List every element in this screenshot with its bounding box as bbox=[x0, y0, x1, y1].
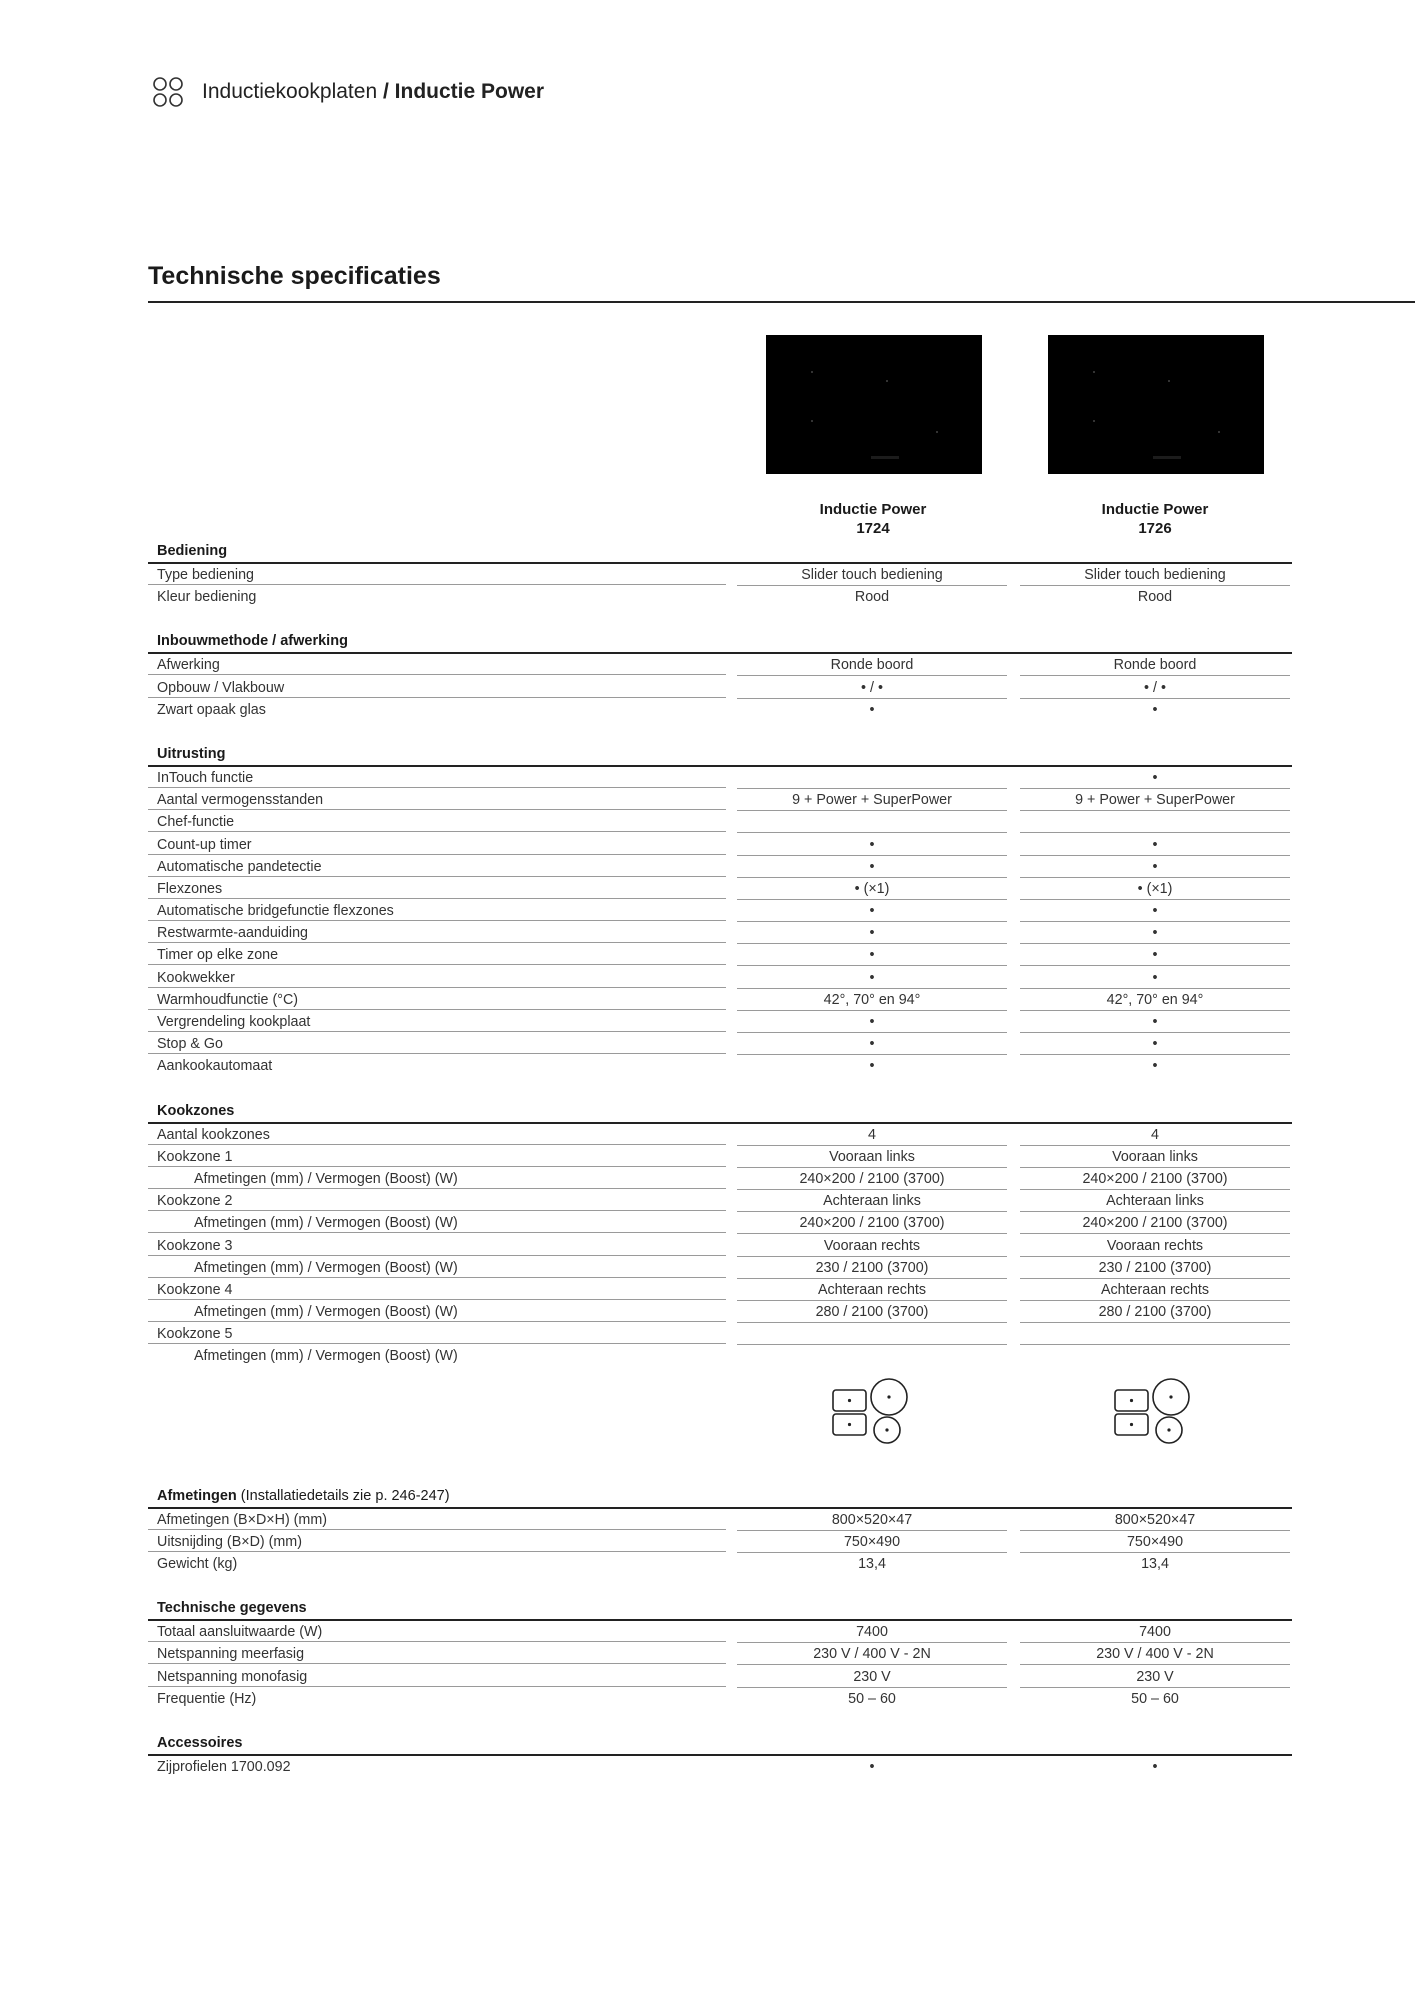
spec-value-1724: • bbox=[737, 1033, 1007, 1055]
spec-label: Aantal vermogensstanden bbox=[148, 789, 726, 810]
breadcrumb-category: Inductiekookplaten bbox=[202, 80, 378, 103]
spec-value-1724: 240×200 / 2100 (3700) bbox=[737, 1168, 1007, 1190]
spec-row bbox=[148, 1643, 1292, 1665]
spec-row bbox=[148, 1666, 1292, 1688]
spec-label: Stop & Go bbox=[148, 1033, 726, 1054]
product-name-1724 bbox=[737, 500, 1009, 538]
spec-value-1726: • bbox=[1020, 967, 1290, 989]
spec-label: Warmhoudfunctie (°C) bbox=[148, 989, 726, 1010]
spec-row bbox=[148, 654, 1292, 676]
spec-label: Kookzone 3 bbox=[148, 1235, 726, 1256]
spec-value-1726: • bbox=[1020, 944, 1290, 966]
spec-value-1724: 9 + Power + SuperPower bbox=[737, 789, 1007, 811]
section-heading-bediening bbox=[148, 540, 1292, 564]
spec-value-1724 bbox=[737, 767, 1007, 789]
section-title: Inbouwmethode / afwerking bbox=[157, 633, 348, 650]
spec-label: Timer op elke zone bbox=[148, 944, 726, 965]
spec-value-1726: • bbox=[1020, 767, 1290, 789]
spec-row bbox=[148, 1301, 1292, 1323]
spec-label: Opbouw / Vlakbouw bbox=[148, 677, 726, 698]
spec-value-1724: • (×1) bbox=[737, 878, 1007, 900]
section-title: Kookzones bbox=[157, 1102, 235, 1119]
spec-row bbox=[148, 811, 1292, 833]
spec-value-1726: • bbox=[1020, 856, 1290, 878]
section-title: Afmetingen bbox=[157, 1487, 237, 1504]
spec-value-1726: 230 / 2100 (3700) bbox=[1020, 1257, 1290, 1279]
spec-value-1724: 280 / 2100 (3700) bbox=[737, 1301, 1007, 1323]
spec-row bbox=[148, 767, 1292, 789]
spec-label: Totaal aansluitwaarde (W) bbox=[148, 1621, 726, 1642]
spec-row bbox=[148, 1212, 1292, 1234]
spec-value-1726: • (×1) bbox=[1020, 878, 1290, 900]
spec-row bbox=[148, 677, 1292, 699]
spec-value-1724: Vooraan rechts bbox=[737, 1235, 1007, 1257]
spec-label: Afwerking bbox=[148, 654, 726, 675]
section-title: Technische gegevens bbox=[157, 1600, 307, 1617]
spec-value-1726: Vooraan links bbox=[1020, 1146, 1290, 1168]
spec-value-1724: Achteraan rechts bbox=[737, 1279, 1007, 1301]
spec-label: Automatische bridgefunctie flexzones bbox=[148, 900, 726, 921]
spec-value-1726: 280 / 2100 (3700) bbox=[1020, 1301, 1290, 1323]
breadcrumb-separator: / bbox=[382, 80, 389, 103]
product-name: Inductie Power bbox=[1101, 501, 1209, 518]
section-heading-afmetingen bbox=[148, 1485, 1292, 1509]
spec-label: Kookzone 4 bbox=[148, 1279, 726, 1300]
spec-label: Kleur bediening bbox=[157, 589, 257, 606]
spec-value-1726: 13,4 bbox=[1141, 1556, 1169, 1572]
spec-label: Kookzone 1 bbox=[148, 1146, 726, 1167]
spec-value-1726: • bbox=[1152, 1758, 1158, 1775]
spec-label: Aantal kookzones bbox=[148, 1124, 726, 1145]
spec-value-1726 bbox=[1020, 811, 1290, 833]
title-divider bbox=[148, 301, 1415, 303]
spec-value-1724: 800×520×47 bbox=[737, 1509, 1007, 1531]
spec-value-1724: • bbox=[737, 1011, 1007, 1033]
spec-row bbox=[148, 1345, 1292, 1367]
spec-value-1726: 42°, 70° en 94° bbox=[1020, 989, 1290, 1011]
spec-label: Afmetingen (mm) / Vermogen (Boost) (W) bbox=[148, 1257, 726, 1278]
spec-value-1726: 7400 bbox=[1020, 1621, 1290, 1643]
spec-row bbox=[148, 989, 1292, 1011]
section-subtitle: (Installatiedetails zie p. 246-247) bbox=[240, 1487, 450, 1504]
spec-value-1724: 42°, 70° en 94° bbox=[737, 989, 1007, 1011]
spec-value-1724: • bbox=[737, 856, 1007, 878]
spec-label: Netspanning meerfasig bbox=[148, 1643, 726, 1664]
spec-row bbox=[148, 1235, 1292, 1257]
spec-row bbox=[148, 1756, 1292, 1778]
spec-label: Kookwekker bbox=[148, 967, 726, 988]
section-heading-accessoires bbox=[148, 1732, 1292, 1756]
cooking-zone-layout-icon bbox=[831, 1378, 911, 1446]
spec-row bbox=[148, 856, 1292, 878]
spec-value-1726: Achteraan rechts bbox=[1020, 1279, 1290, 1301]
product-image-1724 bbox=[766, 335, 982, 474]
spec-label: Uitsnijding (B×D) (mm) bbox=[148, 1531, 726, 1552]
spec-value-1724: • bbox=[737, 922, 1007, 944]
spec-value-1724: 4 bbox=[737, 1124, 1007, 1146]
spec-label: Netspanning monofasig bbox=[148, 1666, 726, 1687]
section-heading-inbouwmethode-afwerking bbox=[148, 630, 1292, 654]
spec-value-1724: Vooraan links bbox=[737, 1146, 1007, 1168]
spec-value-1726: 800×520×47 bbox=[1020, 1509, 1290, 1531]
spec-value-1724: Achteraan links bbox=[737, 1190, 1007, 1212]
spec-value-1724 bbox=[737, 811, 1007, 833]
spec-row bbox=[148, 1055, 1292, 1077]
spec-value-1724 bbox=[737, 1323, 1007, 1345]
spec-value-1724: 13,4 bbox=[858, 1556, 886, 1572]
spec-value-1724: • bbox=[869, 701, 875, 718]
spec-row bbox=[148, 878, 1292, 900]
spec-row bbox=[148, 1257, 1292, 1279]
spec-value-1726: • / • bbox=[1020, 677, 1290, 699]
section-heading-technische-gegevens bbox=[148, 1597, 1292, 1621]
spec-value-1724: • bbox=[737, 944, 1007, 966]
product-name: Inductie Power bbox=[819, 501, 927, 518]
section-title: Uitrusting bbox=[157, 745, 226, 762]
spec-value-1726: • bbox=[1020, 922, 1290, 944]
spec-row bbox=[148, 1124, 1292, 1146]
spec-value-1724: Slider touch bediening bbox=[737, 564, 1007, 586]
spec-row bbox=[148, 699, 1292, 721]
spec-value-1726: • bbox=[1152, 701, 1158, 718]
spec-row bbox=[148, 1323, 1292, 1345]
spec-value-1724: 230 / 2100 (3700) bbox=[737, 1257, 1007, 1279]
spec-value-1726: 230 V / 400 V - 2N bbox=[1020, 1643, 1290, 1665]
spec-label: Zijprofielen 1700.092 bbox=[157, 1758, 291, 1775]
spec-label: Restwarmte-aanduiding bbox=[148, 922, 726, 943]
spec-value-1726: 230 V bbox=[1020, 1666, 1290, 1688]
spec-label: Automatische pandetectie bbox=[148, 856, 726, 877]
section-heading-kookzones bbox=[148, 1100, 1292, 1124]
product-model: 1726 bbox=[1138, 520, 1172, 537]
spec-value-1726: • bbox=[1020, 834, 1290, 856]
spec-value-1726 bbox=[1020, 1323, 1290, 1345]
spec-value-1726: Achteraan links bbox=[1020, 1190, 1290, 1212]
spec-value-1726: 50 – 60 bbox=[1131, 1690, 1179, 1707]
spec-row bbox=[148, 1279, 1292, 1301]
spec-row bbox=[148, 789, 1292, 811]
spec-row bbox=[148, 1011, 1292, 1033]
spec-label: Zwart opaak glas bbox=[157, 701, 266, 718]
spec-value-1724: 50 – 60 bbox=[848, 1690, 896, 1707]
spec-table bbox=[148, 540, 1292, 1778]
spec-value-1724: Ronde boord bbox=[737, 654, 1007, 676]
spec-value-1726: • bbox=[1020, 1033, 1290, 1055]
spec-row bbox=[148, 1509, 1292, 1531]
spec-value-1726: 9 + Power + SuperPower bbox=[1020, 789, 1290, 811]
spec-row bbox=[148, 922, 1292, 944]
spec-label: Kookzone 5 bbox=[148, 1323, 726, 1344]
section-title: Bediening bbox=[157, 543, 228, 559]
spec-value-1726: 4 bbox=[1020, 1124, 1290, 1146]
spec-label: Frequentie (Hz) bbox=[157, 1690, 257, 1707]
product-model: 1724 bbox=[856, 520, 890, 537]
spec-label: Afmetingen (mm) / Vermogen (Boost) (W) bbox=[148, 1168, 726, 1189]
spec-value-1726: • bbox=[1020, 900, 1290, 922]
spec-value-1724: Rood bbox=[854, 589, 890, 606]
spec-label: Gewicht (kg) bbox=[157, 1556, 238, 1572]
spec-value-1724: • bbox=[869, 1758, 875, 1775]
spec-row bbox=[148, 1553, 1292, 1575]
spec-label: Aankookautomaat bbox=[157, 1058, 273, 1075]
spec-value-1724: 750×490 bbox=[737, 1531, 1007, 1553]
spec-label: Afmetingen (B×D×H) (mm) bbox=[148, 1509, 726, 1530]
spec-value-1724: • / • bbox=[737, 677, 1007, 699]
spec-value-1724: 240×200 / 2100 (3700) bbox=[737, 1212, 1007, 1234]
spec-row bbox=[148, 834, 1292, 856]
spec-row bbox=[148, 1190, 1292, 1212]
spec-value-1726: 750×490 bbox=[1020, 1531, 1290, 1553]
page-header bbox=[152, 74, 544, 110]
spec-value-1726: • bbox=[1152, 1058, 1158, 1075]
cooktop-zones-icon bbox=[152, 76, 184, 108]
spec-row bbox=[148, 967, 1292, 989]
spec-label: Count-up timer bbox=[148, 834, 726, 855]
spec-row bbox=[148, 1621, 1292, 1643]
spec-label: Type bediening bbox=[148, 564, 726, 585]
spec-row bbox=[148, 1531, 1292, 1553]
spec-value-1726: 240×200 / 2100 (3700) bbox=[1020, 1168, 1290, 1190]
spec-row bbox=[148, 900, 1292, 922]
spec-value-1724: • bbox=[737, 967, 1007, 989]
spec-value-1726: Slider touch bediening bbox=[1020, 564, 1290, 586]
cooking-zone-layout-icon bbox=[1113, 1378, 1193, 1446]
spec-value-1724: • bbox=[737, 834, 1007, 856]
spec-label: Afmetingen (mm) / Vermogen (Boost) (W) bbox=[148, 1301, 726, 1322]
spec-row bbox=[148, 564, 1292, 586]
spec-row bbox=[148, 1033, 1292, 1055]
product-image-1726 bbox=[1048, 335, 1264, 474]
zone-layout-row bbox=[148, 1368, 1292, 1463]
spec-label: Vergrendeling kookplaat bbox=[148, 1011, 726, 1032]
spec-label: InTouch functie bbox=[148, 767, 726, 788]
spec-label: Afmetingen (mm) / Vermogen (Boost) (W) bbox=[148, 1212, 726, 1233]
breadcrumb bbox=[202, 80, 544, 104]
spec-value-1724: 230 V / 400 V - 2N bbox=[737, 1643, 1007, 1665]
spec-value-1726: Rood bbox=[1137, 589, 1173, 606]
spec-value-1726: 240×200 / 2100 (3700) bbox=[1020, 1212, 1290, 1234]
spec-value-1726: • bbox=[1020, 1011, 1290, 1033]
spec-row bbox=[148, 1688, 1292, 1710]
spec-value-1724: 7400 bbox=[737, 1621, 1007, 1643]
spec-label: Flexzones bbox=[148, 878, 726, 899]
section-heading-uitrusting bbox=[148, 743, 1292, 767]
spec-row bbox=[148, 1146, 1292, 1168]
spec-value-1726: Ronde boord bbox=[1020, 654, 1290, 676]
product-name-1726 bbox=[1019, 500, 1291, 538]
section-title: Accessoires bbox=[157, 1734, 243, 1751]
spec-value-1724: • bbox=[869, 1058, 875, 1075]
spec-row bbox=[148, 1168, 1292, 1190]
spec-row bbox=[148, 944, 1292, 966]
breadcrumb-product: Inductie Power bbox=[394, 80, 545, 103]
spec-label: Afmetingen (mm) / Vermogen (Boost) (W) bbox=[194, 1348, 458, 1365]
spec-label: Kookzone 2 bbox=[148, 1190, 726, 1211]
spec-row bbox=[148, 586, 1292, 608]
spec-value-1726: Vooraan rechts bbox=[1020, 1235, 1290, 1257]
page-title: Technische specificaties bbox=[148, 262, 441, 290]
spec-label: Chef-functie bbox=[148, 811, 726, 832]
spec-value-1724: • bbox=[737, 900, 1007, 922]
spec-value-1724: 230 V bbox=[737, 1666, 1007, 1688]
